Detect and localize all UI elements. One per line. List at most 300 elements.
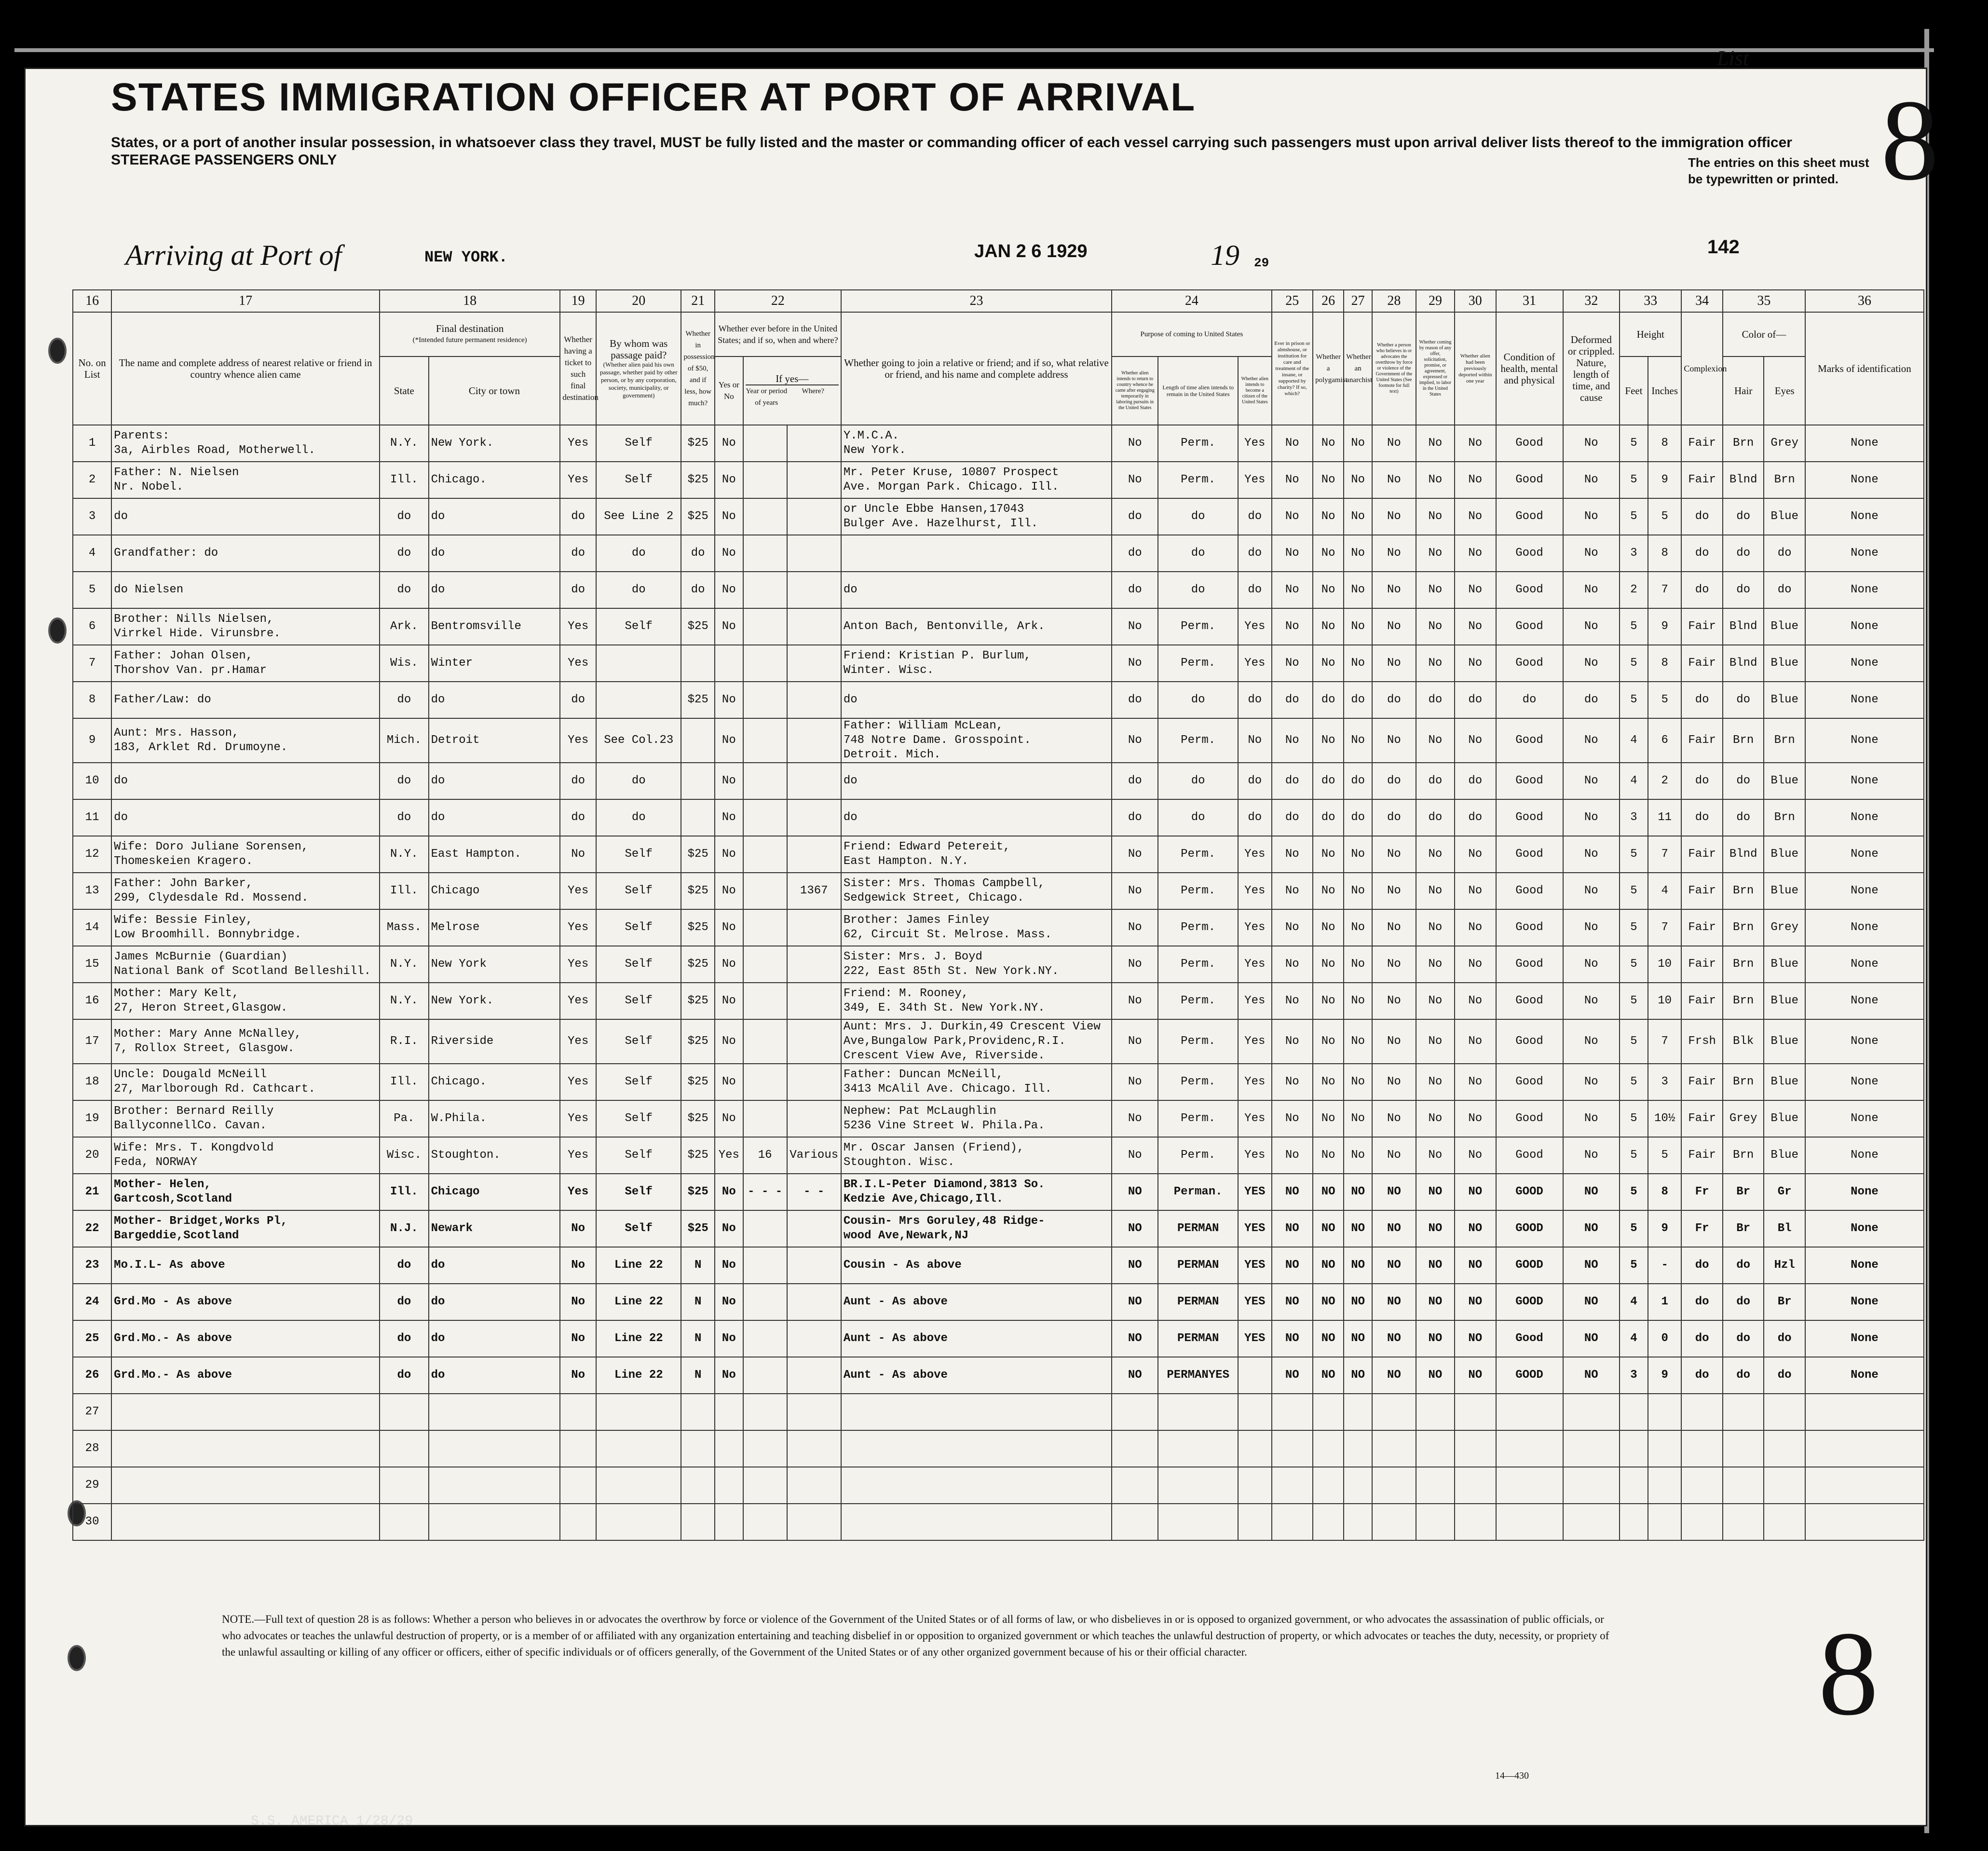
cell-where bbox=[787, 682, 841, 718]
cell-before: No bbox=[715, 1320, 743, 1357]
cell-hair: do bbox=[1723, 1284, 1764, 1320]
cell-deformed bbox=[1563, 1504, 1620, 1540]
cell-q30: No bbox=[1455, 983, 1496, 1019]
cell-health: Good bbox=[1496, 645, 1563, 682]
cell-q29: No bbox=[1416, 718, 1455, 763]
list-note: The entries on this sheet must be typewritten or printed. bbox=[1688, 155, 1869, 186]
cell-q30: No bbox=[1455, 608, 1496, 645]
cell-years bbox=[743, 836, 787, 873]
cell-marks bbox=[1805, 1430, 1924, 1467]
cell-money: $25 bbox=[681, 909, 714, 946]
cell-eyes: Blue bbox=[1764, 763, 1805, 799]
header-anarchist: Whether an anarchist bbox=[1344, 312, 1372, 425]
cell-where bbox=[787, 608, 841, 645]
port-value: NEW YORK. bbox=[424, 248, 508, 266]
cell-where bbox=[787, 1357, 841, 1394]
cell-complexion: Fair bbox=[1681, 983, 1723, 1019]
cell-anarch bbox=[1344, 1504, 1372, 1540]
cell-q30: No bbox=[1455, 498, 1496, 535]
cell-where bbox=[787, 1284, 841, 1320]
cell-joining: Aunt - As above bbox=[841, 1284, 1112, 1320]
cell-poly: No bbox=[1313, 873, 1344, 909]
header-purpose-length: Length of time alien intends to remain in the United States bbox=[1158, 356, 1238, 425]
cell-state: do bbox=[380, 572, 429, 608]
cell-complexion: Frsh bbox=[1681, 1019, 1723, 1064]
cell-citizen: YES bbox=[1238, 1174, 1272, 1210]
header-ticket: Whether having a ticket to such final destination bbox=[560, 312, 596, 425]
cell-joining bbox=[841, 535, 1112, 572]
cell-length: Perm. bbox=[1158, 1064, 1238, 1100]
cell-joining: Brother: James Finley 62, Circuit St. Melrose. Mass. bbox=[841, 909, 1112, 946]
cell-ticket: do bbox=[560, 535, 596, 572]
col-num: 30 bbox=[1455, 290, 1496, 312]
cell-where bbox=[787, 425, 841, 462]
cell-prison: NO bbox=[1272, 1247, 1313, 1284]
cell-hair: do bbox=[1723, 1357, 1764, 1394]
cell-q28 bbox=[1372, 1467, 1416, 1504]
cell-q28: No bbox=[1372, 1100, 1416, 1137]
cell-feet: 5 bbox=[1620, 462, 1648, 498]
cell-health: GOOD bbox=[1496, 1284, 1563, 1320]
cell-where bbox=[787, 983, 841, 1019]
cell-poly: No bbox=[1313, 836, 1344, 873]
table-row bbox=[73, 1394, 1924, 1430]
cell-health: GOOD bbox=[1496, 1174, 1563, 1210]
cell-relative: do bbox=[111, 498, 380, 535]
cell-joining: Sister: Mrs. J. Boyd 222, East 85th St. New York.NY. bbox=[841, 946, 1112, 983]
cell-feet: 4 bbox=[1620, 718, 1648, 763]
cell-hair: Br bbox=[1723, 1210, 1764, 1247]
cell-relative: do Nielsen bbox=[111, 572, 380, 608]
cell-eyes: do bbox=[1764, 1320, 1805, 1357]
cell-health: Good bbox=[1496, 608, 1563, 645]
cell-years bbox=[743, 645, 787, 682]
cell-health: do bbox=[1496, 682, 1563, 718]
cell-poly: No bbox=[1313, 718, 1344, 763]
cell-q30: NO bbox=[1455, 1320, 1496, 1357]
cell-before bbox=[715, 645, 743, 682]
cell-ticket: Yes bbox=[560, 873, 596, 909]
header-color-of: Color of— bbox=[1723, 312, 1805, 356]
cell-citizen: do bbox=[1238, 572, 1272, 608]
cell-relative: James McBurnie (Guardian) National Bank of Scotland Belleshill. bbox=[111, 946, 380, 983]
header-inches: Inches bbox=[1648, 356, 1681, 425]
cell-poly: No bbox=[1313, 909, 1344, 946]
cell-relative: Wife: Bessie Finley, Low Broomhill. Bonnybridge. bbox=[111, 909, 380, 946]
cell-inches: 8 bbox=[1648, 645, 1681, 682]
cell-marks: None bbox=[1805, 946, 1924, 983]
cell-no: 22 bbox=[73, 1210, 111, 1247]
cell-where bbox=[787, 1064, 841, 1100]
cell-no: 24 bbox=[73, 1284, 111, 1320]
cell-poly: do bbox=[1313, 763, 1344, 799]
cell-citizen bbox=[1238, 1430, 1272, 1467]
cell-prison: NO bbox=[1272, 1320, 1313, 1357]
cell-where bbox=[787, 1100, 841, 1137]
table-row bbox=[73, 1504, 1924, 1540]
cell-paid: do bbox=[596, 763, 681, 799]
cell-hair: Br bbox=[1723, 1174, 1764, 1210]
cell-prison: No bbox=[1272, 462, 1313, 498]
cell-q28: No bbox=[1372, 535, 1416, 572]
form-number: 14—430 bbox=[1495, 1770, 1529, 1781]
cell-q29: do bbox=[1416, 763, 1455, 799]
cell-years bbox=[743, 1284, 787, 1320]
cell-prison: NO bbox=[1272, 1174, 1313, 1210]
cell-inches: 5 bbox=[1648, 498, 1681, 535]
cell-where bbox=[787, 946, 841, 983]
header-prison: Ever in prison or almshouse, or institution for care and treatment of the insane, or supported by charity? If so, which? bbox=[1272, 312, 1313, 425]
cell-inches bbox=[1648, 1467, 1681, 1504]
cell-relative: Grandfather: do bbox=[111, 535, 380, 572]
cell-state: Ill. bbox=[380, 1064, 429, 1100]
cell-q30: No bbox=[1455, 873, 1496, 909]
cell-feet: 4 bbox=[1620, 1320, 1648, 1357]
cell-length: do bbox=[1158, 682, 1238, 718]
cell-ticket: Yes bbox=[560, 608, 596, 645]
cell-complexion: Fair bbox=[1681, 718, 1723, 763]
cell-return: No bbox=[1112, 1064, 1158, 1100]
cell-marks: None bbox=[1805, 1320, 1924, 1357]
cell-prison: No bbox=[1272, 873, 1313, 909]
cell-return: No bbox=[1112, 909, 1158, 946]
cell-city: Chicago bbox=[429, 873, 560, 909]
cell-q30: No bbox=[1455, 1100, 1496, 1137]
cell-return: NO bbox=[1112, 1174, 1158, 1210]
cell-marks: None bbox=[1805, 682, 1924, 718]
cell-q30: NO bbox=[1455, 1247, 1496, 1284]
col-num: 19 bbox=[560, 290, 596, 312]
cell-deformed: NO bbox=[1563, 1174, 1620, 1210]
cell-money: $25 bbox=[681, 498, 714, 535]
cell-eyes: Blue bbox=[1764, 1019, 1805, 1064]
table-row bbox=[73, 1019, 1924, 1064]
cell-eyes: Grey bbox=[1764, 425, 1805, 462]
cell-before: No bbox=[715, 608, 743, 645]
header-city: City or town bbox=[429, 356, 560, 425]
cell-state: do bbox=[380, 498, 429, 535]
cell-before: No bbox=[715, 799, 743, 836]
cell-state: Wis. bbox=[380, 645, 429, 682]
cell-where bbox=[787, 763, 841, 799]
cell-years bbox=[743, 608, 787, 645]
cell-where: 1367 bbox=[787, 873, 841, 909]
cell-length: Perm. bbox=[1158, 983, 1238, 1019]
table-row bbox=[73, 799, 1924, 836]
cell-q30: No bbox=[1455, 572, 1496, 608]
cell-feet: 4 bbox=[1620, 1284, 1648, 1320]
cell-poly: No bbox=[1313, 983, 1344, 1019]
cell-poly bbox=[1313, 1430, 1344, 1467]
cell-complexion bbox=[1681, 1394, 1723, 1430]
cell-city: do bbox=[429, 799, 560, 836]
cell-q28 bbox=[1372, 1430, 1416, 1467]
cell-anarch: No bbox=[1344, 425, 1372, 462]
cell-no: 4 bbox=[73, 535, 111, 572]
cell-q29: No bbox=[1416, 608, 1455, 645]
cell-joining: do bbox=[841, 572, 1112, 608]
cell-years bbox=[743, 1430, 787, 1467]
cell-where bbox=[787, 836, 841, 873]
cell-no: 25 bbox=[73, 1320, 111, 1357]
cell-q30: NO bbox=[1455, 1210, 1496, 1247]
cell-years bbox=[743, 718, 787, 763]
cell-marks: None bbox=[1805, 1064, 1924, 1100]
cell-money: N bbox=[681, 1357, 714, 1394]
cell-marks: None bbox=[1805, 498, 1924, 535]
cell-prison: No bbox=[1272, 535, 1313, 572]
cell-inches: 5 bbox=[1648, 1137, 1681, 1174]
cell-anarch: NO bbox=[1344, 1320, 1372, 1357]
cell-joining bbox=[841, 1430, 1112, 1467]
cell-marks: None bbox=[1805, 645, 1924, 682]
cell-no: 16 bbox=[73, 983, 111, 1019]
cell-years bbox=[743, 1210, 787, 1247]
cell-no: 21 bbox=[73, 1174, 111, 1210]
col-num: 33 bbox=[1620, 290, 1681, 312]
cell-poly: No bbox=[1313, 608, 1344, 645]
cell-marks bbox=[1805, 1504, 1924, 1540]
cell-no: 2 bbox=[73, 462, 111, 498]
cell-feet: 5 bbox=[1620, 1137, 1648, 1174]
cell-before: No bbox=[715, 1064, 743, 1100]
cell-length: PERMAN bbox=[1158, 1284, 1238, 1320]
cell-joining: Friend: M. Rooney, 349, E. 34th St. New York.NY. bbox=[841, 983, 1112, 1019]
cell-before: No bbox=[715, 498, 743, 535]
cell-no: 12 bbox=[73, 836, 111, 873]
cell-citizen: YES bbox=[1238, 1320, 1272, 1357]
if-yes-subheaders bbox=[746, 385, 839, 409]
cell-prison: do bbox=[1272, 799, 1313, 836]
cell-relative: Father: N. Nielsen Nr. Nobel. bbox=[111, 462, 380, 498]
cell-joining bbox=[841, 1394, 1112, 1430]
cell-where bbox=[787, 1394, 841, 1430]
cell-no: 23 bbox=[73, 1247, 111, 1284]
cell-length: Perm. bbox=[1158, 946, 1238, 983]
header-question-28: Whether a person who believes in or advocates the overthrow by force or violence of the Government of the United States (See footnote for full text) bbox=[1372, 312, 1416, 425]
cell-anarch: NO bbox=[1344, 1210, 1372, 1247]
cell-where bbox=[787, 799, 841, 836]
cell-ticket: do bbox=[560, 799, 596, 836]
cell-citizen: Yes bbox=[1238, 1137, 1272, 1174]
cell-return: No bbox=[1112, 946, 1158, 983]
cell-anarch: No bbox=[1344, 645, 1372, 682]
table-row bbox=[73, 1247, 1924, 1284]
form-subtitle bbox=[111, 134, 1792, 169]
cell-city: East Hampton. bbox=[429, 836, 560, 873]
cell-city: do bbox=[429, 1357, 560, 1394]
cell-joining: Y.M.C.A. New York. bbox=[841, 425, 1112, 462]
table-row bbox=[73, 873, 1924, 909]
cell-years bbox=[743, 909, 787, 946]
cell-city: Winter bbox=[429, 645, 560, 682]
cell-return: No bbox=[1112, 873, 1158, 909]
cell-ticket: No bbox=[560, 1210, 596, 1247]
cell-q28 bbox=[1372, 1394, 1416, 1430]
col-num: 28 bbox=[1372, 290, 1416, 312]
cell-eyes: Gr bbox=[1764, 1174, 1805, 1210]
cell-years bbox=[743, 498, 787, 535]
cell-years bbox=[743, 1320, 787, 1357]
cell-health: GOOD bbox=[1496, 1357, 1563, 1394]
cell-complexion: do bbox=[1681, 799, 1723, 836]
cell-deformed: No bbox=[1563, 498, 1620, 535]
cell-state: do bbox=[380, 763, 429, 799]
cell-eyes: do bbox=[1764, 572, 1805, 608]
cell-return: do bbox=[1112, 763, 1158, 799]
cell-return: No bbox=[1112, 645, 1158, 682]
header-final-destination bbox=[380, 312, 560, 356]
cell-health: Good bbox=[1496, 425, 1563, 462]
cell-joining bbox=[841, 1504, 1112, 1540]
table-row bbox=[73, 1137, 1924, 1174]
cell-inches: 9 bbox=[1648, 608, 1681, 645]
cell-return: NO bbox=[1112, 1284, 1158, 1320]
cell-paid: Self bbox=[596, 462, 681, 498]
cell-q29 bbox=[1416, 1394, 1455, 1430]
cell-city: Detroit bbox=[429, 718, 560, 763]
footnote-question-28: NOTE.—Full text of question 28 is as follows: Whether a person who believes in or advocates the overthrow by force or violence of the Government of the United States or of all forms of law, or who disbelieves in or is opposed to organized government, or who advocates the assassination of public officials, or who advocates or teaches the unlawful destruction of property, or is a member of or affiliated with any organization entertaining and teaching disbelief in or opposition to organized government or which teaches the unlawful destruction of property, or which advocates or teaches the duty, necessity, or propriety of the unlawful assaulting or killing of any officer or officers, either of specific individuals or of officers generally, of the Government of the United States or of any other organized government because of his or their official character. bbox=[222, 1613, 1609, 1658]
cell-marks: None bbox=[1805, 1019, 1924, 1064]
cell-years bbox=[743, 572, 787, 608]
cell-years bbox=[743, 1064, 787, 1100]
cell-years bbox=[743, 535, 787, 572]
cell-complexion: do bbox=[1681, 1284, 1723, 1320]
cell-state bbox=[380, 1504, 429, 1540]
cell-hair: do bbox=[1723, 1247, 1764, 1284]
cell-deformed: No bbox=[1563, 718, 1620, 763]
cell-money bbox=[681, 1467, 714, 1504]
year-period-label: Year or period of years bbox=[746, 387, 788, 407]
cell-q29: No bbox=[1416, 572, 1455, 608]
cell-q30 bbox=[1455, 1504, 1496, 1540]
cell-feet: 5 bbox=[1620, 1064, 1648, 1100]
cell-health: Good bbox=[1496, 873, 1563, 909]
cell-before: No bbox=[715, 1174, 743, 1210]
cell-eyes bbox=[1764, 1504, 1805, 1540]
cell-poly: No bbox=[1313, 498, 1344, 535]
cell-ticket: No bbox=[560, 1320, 596, 1357]
cell-ticket: Yes bbox=[560, 645, 596, 682]
cell-deformed: No bbox=[1563, 572, 1620, 608]
cell-inches: 9 bbox=[1648, 462, 1681, 498]
cell-no: 14 bbox=[73, 909, 111, 946]
cell-before: Yes bbox=[715, 1137, 743, 1174]
cell-q29: NO bbox=[1416, 1210, 1455, 1247]
cell-anarch: No bbox=[1344, 983, 1372, 1019]
cell-no: 28 bbox=[73, 1430, 111, 1467]
cell-feet: 5 bbox=[1620, 425, 1648, 462]
cell-money bbox=[681, 718, 714, 763]
cell-citizen: Yes bbox=[1238, 836, 1272, 873]
cell-return: NO bbox=[1112, 1320, 1158, 1357]
col-num: 24 bbox=[1112, 290, 1271, 312]
cell-ticket: Yes bbox=[560, 718, 596, 763]
cell-eyes: Blue bbox=[1764, 1100, 1805, 1137]
cell-hair: Blk bbox=[1723, 1019, 1764, 1064]
cell-paid: Self bbox=[596, 946, 681, 983]
cell-q29 bbox=[1416, 1430, 1455, 1467]
cell-feet bbox=[1620, 1394, 1648, 1430]
cell-before: No bbox=[715, 1019, 743, 1064]
cell-feet: 5 bbox=[1620, 1100, 1648, 1137]
cell-deformed: No bbox=[1563, 462, 1620, 498]
cell-ticket: No bbox=[560, 1357, 596, 1394]
cell-years bbox=[743, 983, 787, 1019]
cell-joining: Father: Duncan McNeill, 3413 McAlil Ave. Chicago. Ill. bbox=[841, 1064, 1112, 1100]
cell-relative: do bbox=[111, 799, 380, 836]
cell-anarch: NO bbox=[1344, 1247, 1372, 1284]
cell-length: do bbox=[1158, 572, 1238, 608]
cell-relative: Mother- Helen, Gartcosh,Scotland bbox=[111, 1174, 380, 1210]
cell-q29: No bbox=[1416, 498, 1455, 535]
col-num: 18 bbox=[380, 290, 560, 312]
passage-paid-label: By whom was passage paid? bbox=[610, 338, 668, 361]
cell-feet: 3 bbox=[1620, 1357, 1648, 1394]
arrival-date-stamp: JAN 2 6 1929 bbox=[974, 241, 1088, 261]
cell-q28: do bbox=[1372, 763, 1416, 799]
cell-deformed: NO bbox=[1563, 1357, 1620, 1394]
col-num: 29 bbox=[1416, 290, 1455, 312]
cell-citizen: Yes bbox=[1238, 909, 1272, 946]
cell-city: New York. bbox=[429, 983, 560, 1019]
cell-return: do bbox=[1112, 572, 1158, 608]
cell-paid bbox=[596, 682, 681, 718]
table-row bbox=[73, 836, 1924, 873]
cell-years bbox=[743, 1357, 787, 1394]
cell-inches: 7 bbox=[1648, 909, 1681, 946]
col-num: 26 bbox=[1313, 290, 1344, 312]
cell-prison: NO bbox=[1272, 1284, 1313, 1320]
cell-q29: No bbox=[1416, 535, 1455, 572]
cell-hair: do bbox=[1723, 1320, 1764, 1357]
cell-joining: Friend: Edward Petereit, East Hampton. N.Y. bbox=[841, 836, 1112, 873]
cell-q29: No bbox=[1416, 1137, 1455, 1174]
header-passage-paid bbox=[596, 312, 681, 425]
cell-years bbox=[743, 682, 787, 718]
cell-complexion: do bbox=[1681, 572, 1723, 608]
cell-eyes: do bbox=[1764, 535, 1805, 572]
table-row bbox=[73, 1430, 1924, 1467]
cell-poly: No bbox=[1313, 1100, 1344, 1137]
final-destination-note: (*Intended future permanent residence) bbox=[412, 336, 527, 344]
cell-no: 26 bbox=[73, 1357, 111, 1394]
cell-city: Melrose bbox=[429, 909, 560, 946]
cell-feet: 5 bbox=[1620, 498, 1648, 535]
cell-anarch: No bbox=[1344, 718, 1372, 763]
cell-inches: 3 bbox=[1648, 1064, 1681, 1100]
cell-no: 30 bbox=[73, 1504, 111, 1540]
cell-before: No bbox=[715, 1100, 743, 1137]
cell-q29: do bbox=[1416, 682, 1455, 718]
col-num: 27 bbox=[1344, 290, 1372, 312]
cell-paid: Self bbox=[596, 1174, 681, 1210]
cell-prison bbox=[1272, 1504, 1313, 1540]
header-height: Height bbox=[1620, 312, 1681, 356]
cell-paid bbox=[596, 1504, 681, 1540]
cell-inches bbox=[1648, 1430, 1681, 1467]
cell-anarch bbox=[1344, 1467, 1372, 1504]
cell-no: 19 bbox=[73, 1100, 111, 1137]
cell-q30: No bbox=[1455, 535, 1496, 572]
table-row bbox=[73, 425, 1924, 462]
cell-health: GOOD bbox=[1496, 1210, 1563, 1247]
cell-return: No bbox=[1112, 983, 1158, 1019]
cell-complexion: Fair bbox=[1681, 645, 1723, 682]
cell-paid: do bbox=[596, 799, 681, 836]
cell-complexion: Fr bbox=[1681, 1210, 1723, 1247]
cell-ticket: Yes bbox=[560, 909, 596, 946]
